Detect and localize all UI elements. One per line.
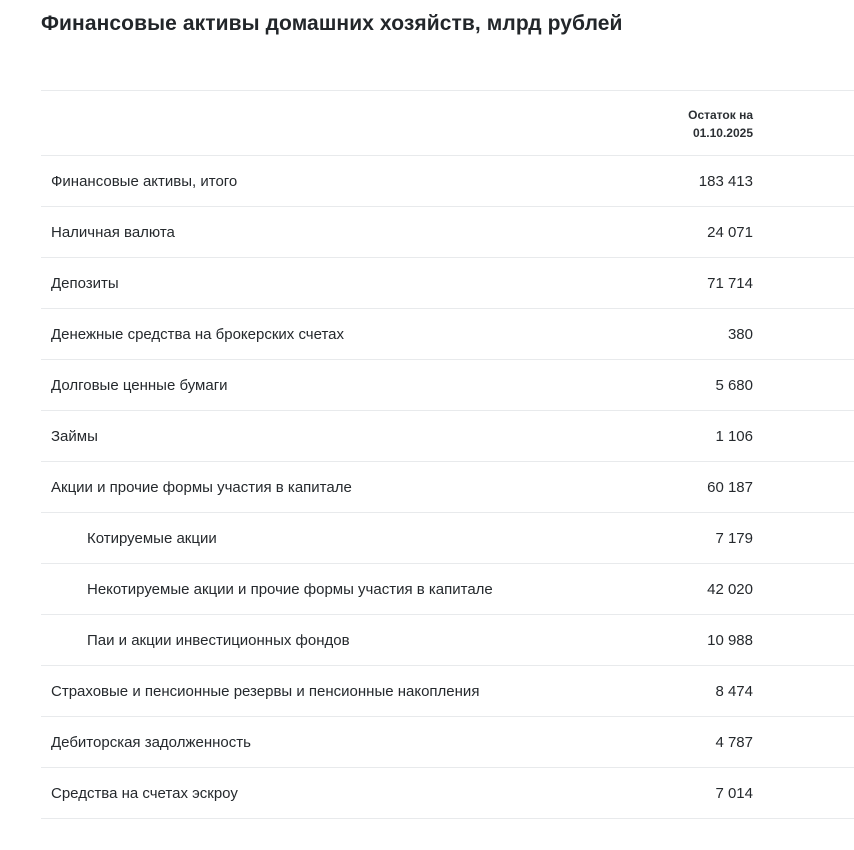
row-label: Средства на счетах эскроу — [51, 784, 238, 802]
row-label: Займы — [51, 427, 98, 445]
row-label: Котируемые акции — [87, 529, 217, 547]
table-row — [41, 666, 854, 717]
row-label: Долговые ценные бумаги — [51, 376, 228, 394]
row-value: 24 071 — [707, 223, 753, 241]
table-row — [41, 156, 854, 207]
row-value: 4 787 — [715, 733, 753, 751]
row-value: 71 714 — [707, 274, 753, 292]
row-label: Страховые и пенсионные резервы и пенсионные накопления — [51, 682, 480, 700]
table-row — [41, 462, 854, 513]
table-header-row — [41, 91, 854, 156]
row-label: Наличная валюта — [51, 223, 175, 241]
row-label: Денежные средства на брокерских счетах — [51, 325, 344, 343]
page-title: Финансовые активы домашних хозяйств, млрд рублей — [41, 12, 623, 35]
row-label: Финансовые активы, итого — [51, 172, 238, 190]
row-label: Акции и прочие формы участия в капитале — [51, 478, 352, 496]
row-value: 8 474 — [715, 682, 753, 700]
table-row-sub — [41, 564, 854, 615]
row-value: 5 680 — [715, 376, 753, 394]
row-label: Депозиты — [51, 274, 119, 292]
table-row — [41, 717, 854, 768]
row-value: 42 020 — [707, 580, 753, 598]
row-value: 380 — [727, 325, 753, 343]
row-label: Дебиторская задолженность — [51, 733, 251, 751]
assets-table — [41, 90, 854, 819]
row-value: 183 413 — [698, 172, 753, 190]
table-row — [41, 258, 854, 309]
column-header-balance — [688, 106, 753, 142]
row-value: 10 988 — [707, 631, 753, 649]
row-value: 1 106 — [715, 427, 753, 445]
table-row — [41, 411, 854, 462]
row-value: 7 179 — [715, 529, 753, 547]
table-row — [41, 207, 854, 258]
row-value: 60 187 — [707, 478, 753, 496]
row-label: Паи и акции инвестиционных фондов — [87, 631, 350, 649]
column-header-line1: Остаток на — [688, 108, 753, 122]
row-label: Некотируемые акции и прочие формы участия в капитале — [87, 580, 493, 598]
row-value: 7 014 — [715, 784, 753, 802]
table-row — [41, 360, 854, 411]
table-row-sub — [41, 513, 854, 564]
column-header-line2: 01.10.2025 — [692, 126, 753, 140]
table-row — [41, 309, 854, 360]
table-row-sub — [41, 615, 854, 666]
table-row — [41, 768, 854, 819]
